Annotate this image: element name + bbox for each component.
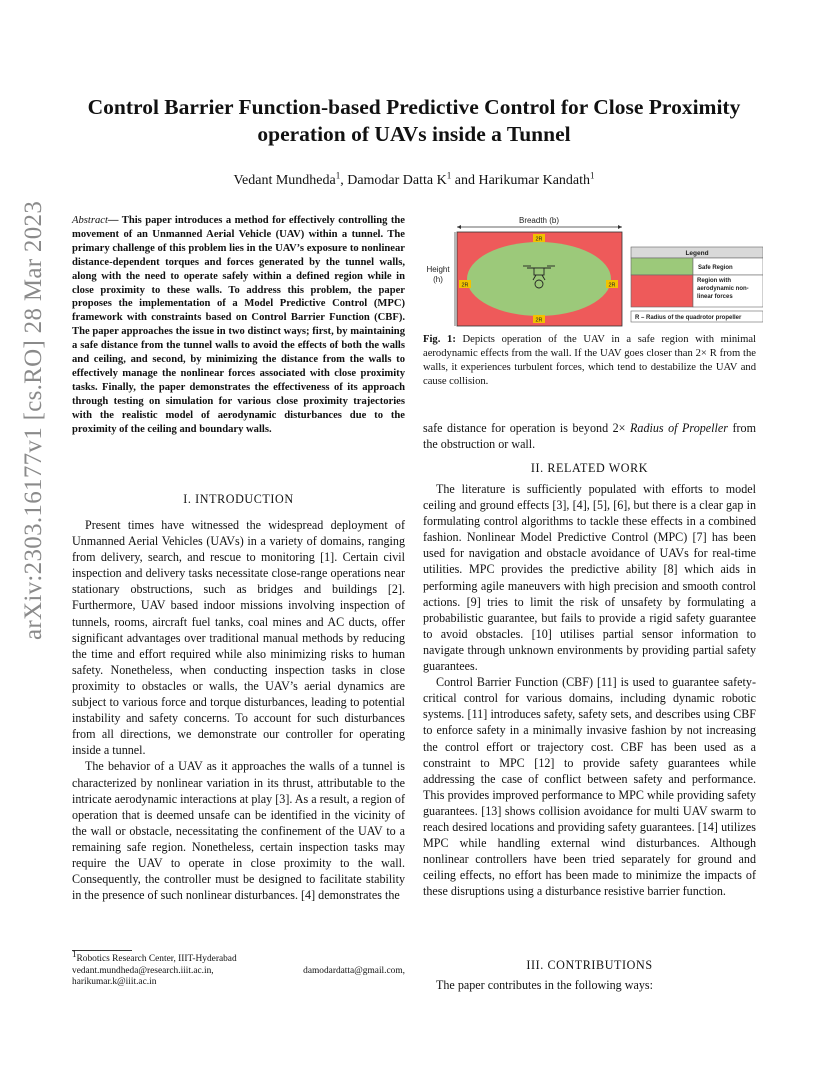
author-1-affil: 1 bbox=[335, 170, 341, 181]
intro-continued bbox=[423, 420, 756, 452]
intro-paragraph-2: The behavior of a UAV as it approaches the walls of a tunnel is characterized by nonlinear variation in its thrust, attributable to the intricate aerodynamic interactions at play [3]. As a result, a region of operation that is deemed unsafe can be identified in the vicinity of the wall or obstacle, necessitating the confinement of the UAV to a remaining safe region. Nonetheless, certain inspection tasks may require the UAV to operate in close proximity to the wall. Consequently, the controller must be designed to facilitate stability in the presence of such nonlinear disturbances. [4] demonstrates the bbox=[72, 759, 405, 903]
author-3: Harikumar Kandath bbox=[478, 173, 591, 188]
tunnel-diagram bbox=[423, 214, 763, 332]
contrib-heading: III. CONTRIBUTIONS bbox=[526, 958, 653, 972]
2r-label-left: 2R bbox=[461, 282, 469, 289]
2r-label-top: 2R bbox=[535, 236, 543, 243]
safe-region bbox=[467, 242, 611, 316]
intro-cont-pre: safe distance for operation is beyond 2× bbox=[423, 421, 631, 435]
legend-safe-swatch bbox=[631, 258, 693, 275]
footnote-affiliation: Robotics Research Center, IIIT-Hyderabad bbox=[76, 954, 237, 965]
footnote-email-2: damodardatta@gmail.com, bbox=[303, 965, 405, 976]
author-2-affil: 1 bbox=[446, 170, 452, 181]
footnote-line-2 bbox=[72, 966, 405, 978]
footnote bbox=[72, 949, 405, 989]
abstract-text: This paper introduces a method for effectively controlling the movement of an Unmanned Aerial Vehicle (UAV) within a tunnel. The primary challenge of this problem lies in the UAV’s exposure to nonlinear distance-dependent torques and forces generated by the tunnel walls, along with the need to operate safely within a defined region while in close proximity to these walls. To address this problem, the paper proposes the implementation of a Model Predictive Control (MPC) framework with constraints based on Control Barrier Function (CBF). The paper approaches the issue in two distinct ways; first, by maintaining a safe distance from the tunnel walls to avoid the effects of both the walls and ceiling, and second, by minimizing the distance from the walls to effectively manage the nonlinear forces associated with close proximity tasks. Finally, the paper demonstrates the effectiveness of its approach through testing on simulation for various close proximity trajectories with the realistic model of aerodynamic disturbances due to the proximity of the ceiling and boundary walls. bbox=[72, 215, 405, 435]
legend-unsafe-text-wrap bbox=[697, 277, 762, 307]
breadth-arrow-right-head bbox=[618, 225, 622, 229]
intro-heading: I. INTRODUCTION bbox=[183, 492, 294, 506]
figure-caption-text: Depicts operation of the UAV in a safe region with minimal aerodynamic effects from the wall. If the UAV goes closer than 2× R from the walls, it experiences turbulent forces, which tend to destabilize the UAV and cause collision. bbox=[423, 334, 756, 387]
contrib-paragraph-1: The paper contributes in the following ways: bbox=[436, 978, 653, 992]
intro-paragraph-1: Present times have witnessed the widespread deployment of Unmanned Aerial Vehicles (UAVs) in a variety of domains, ranging from delivery, search, and rescue to monitoring [1]. Certain civil inspection and delivery tasks necessitate close-range operations near stationary obstructions, such as bridges and buildings [2]. Furthermore, UAV based indoor missions involving inspection of tunnels, rooms, aircraft fuel tanks, coal mines and AC ducts, offer significant advantages over traditional manual methods by reducing the time and effort required while also minimizing risks to human safety. Nonetheless, when conducting inspection tasks in close proximity to obstacles or walls, the UAV’s aerial dynamics are subject to various force and torque disturbances, leading to potential instability and safety concerns. To account for such disturbances from all directions, we demonstrate our controller for operating inside a tunnel. bbox=[72, 518, 405, 758]
abstract-section bbox=[72, 214, 405, 437]
intro-section bbox=[72, 517, 405, 903]
related-heading: II. RELATED WORK bbox=[530, 461, 649, 475]
author-2: Damodar Datta K bbox=[347, 173, 447, 188]
figure-caption-label: Fig. 1: bbox=[423, 334, 456, 345]
arxiv-id-text: arXiv:2303.16177v1 [cs.RO] 28 Mar 2023 bbox=[20, 200, 47, 640]
related-paragraph-2: Control Barrier Function (CBF) [11] is used to guarantee safety-critical control for various domains, including dynamic robotic systems. [11] introduces safety, safety sets, and describes using CBF to enforce safety in a minimally invasive fashion by not increasing the control effort or trajectory cost. CBF has been used as a constraint to MPC [12] to provide safety guarantees while addressing the case of conflict between safety and performance. This provides improved performance to MPC while providing safety guarantees. [13] shows collision avoidance for multi UAV swarm to reach desired locations and providing safety guarantees. [14] utilizes MPC while handling external wind disturbances. Although nonlinear controllers have been tried separately for ground and ceiling effects, no effort has been made to minimize the impacts of these disruptions using a disturbance resistive barrier function. bbox=[423, 675, 756, 899]
legend-unsafe-swatch bbox=[631, 275, 693, 307]
author-1: Vedant Mundheda bbox=[233, 173, 336, 188]
2r-label-bottom: 2R bbox=[535, 317, 543, 324]
intro-cont-emphasis: Radius of Propeller bbox=[630, 421, 728, 435]
footnote-email-1: vedant.mundheda@research.iiit.ac.in, bbox=[72, 965, 214, 976]
intro-heading-block bbox=[72, 492, 405, 507]
legend-safe-text: Safe Region bbox=[698, 265, 733, 271]
2r-label-right: 2R bbox=[608, 282, 616, 289]
author-and: and bbox=[454, 173, 475, 188]
footnote-line-1 bbox=[72, 949, 405, 966]
legend-title: Legend bbox=[685, 250, 709, 257]
figure-1 bbox=[423, 214, 763, 332]
footnote-email-3: harikumar.k@iiit.ac.in bbox=[72, 977, 157, 988]
footnote-divider bbox=[72, 950, 132, 951]
height-label: Height bbox=[426, 265, 450, 274]
paper-title: Control Barrier Function-based Predictive Control for Close Proximity operation of UAVs inside a Tunnel bbox=[87, 95, 741, 146]
related-heading-block bbox=[423, 461, 756, 476]
legend-unsafe-text: Region with aerodynamic non-linear forces bbox=[697, 278, 749, 300]
contrib-heading-block bbox=[423, 958, 756, 973]
abstract-dash: — bbox=[107, 215, 122, 226]
height-sub-label: (h) bbox=[433, 275, 443, 284]
footnote-mark: 1 bbox=[72, 949, 77, 959]
related-work-section bbox=[423, 481, 756, 899]
legend-note: R – Radius of the quadrotor propeller bbox=[635, 315, 742, 321]
abstract-label: Abstract bbox=[72, 215, 108, 226]
intro-continued-paragraph bbox=[423, 420, 756, 452]
breadth-arrow-left-head bbox=[457, 225, 461, 229]
breadth-label: Breadth (b) bbox=[518, 216, 560, 225]
author-list: Vedant Mundheda$^1$, Damodar Datta $K^1$ and Harikumar Kandath$^1$ bbox=[233, 170, 595, 188]
intro-cont-post: from the obstruction or wall. bbox=[423, 421, 756, 452]
contributions-section bbox=[423, 977, 756, 993]
figure-caption bbox=[423, 333, 756, 389]
abstract-paragraph bbox=[72, 214, 405, 437]
author-3-affil: 1 bbox=[590, 170, 595, 181]
related-paragraph-1: The literature is sufficiently populated with efforts to model ceiling and ground effects [3], [4], [5], [6], but there is a clear gap in formulating control algorithms to tackle these effects in a combined fashion. Nonlinear Model Predictive Control (MPC) [7] has been used for navigation and obstacle avoidance of UAVs for real-time utilities. MPC provides the predictive ability [8] which aids in performing agile maneuvers with high precision and smooth control actions. [9] tries to limit the risk of unsafety by formulating a probabilistic guarantee, but fails to provide a rigid safety guarantee to avoid obstacles. [10] utilises partial sensor information to navigate through unknown environments by providing partial safety guarantees. bbox=[423, 482, 756, 674]
